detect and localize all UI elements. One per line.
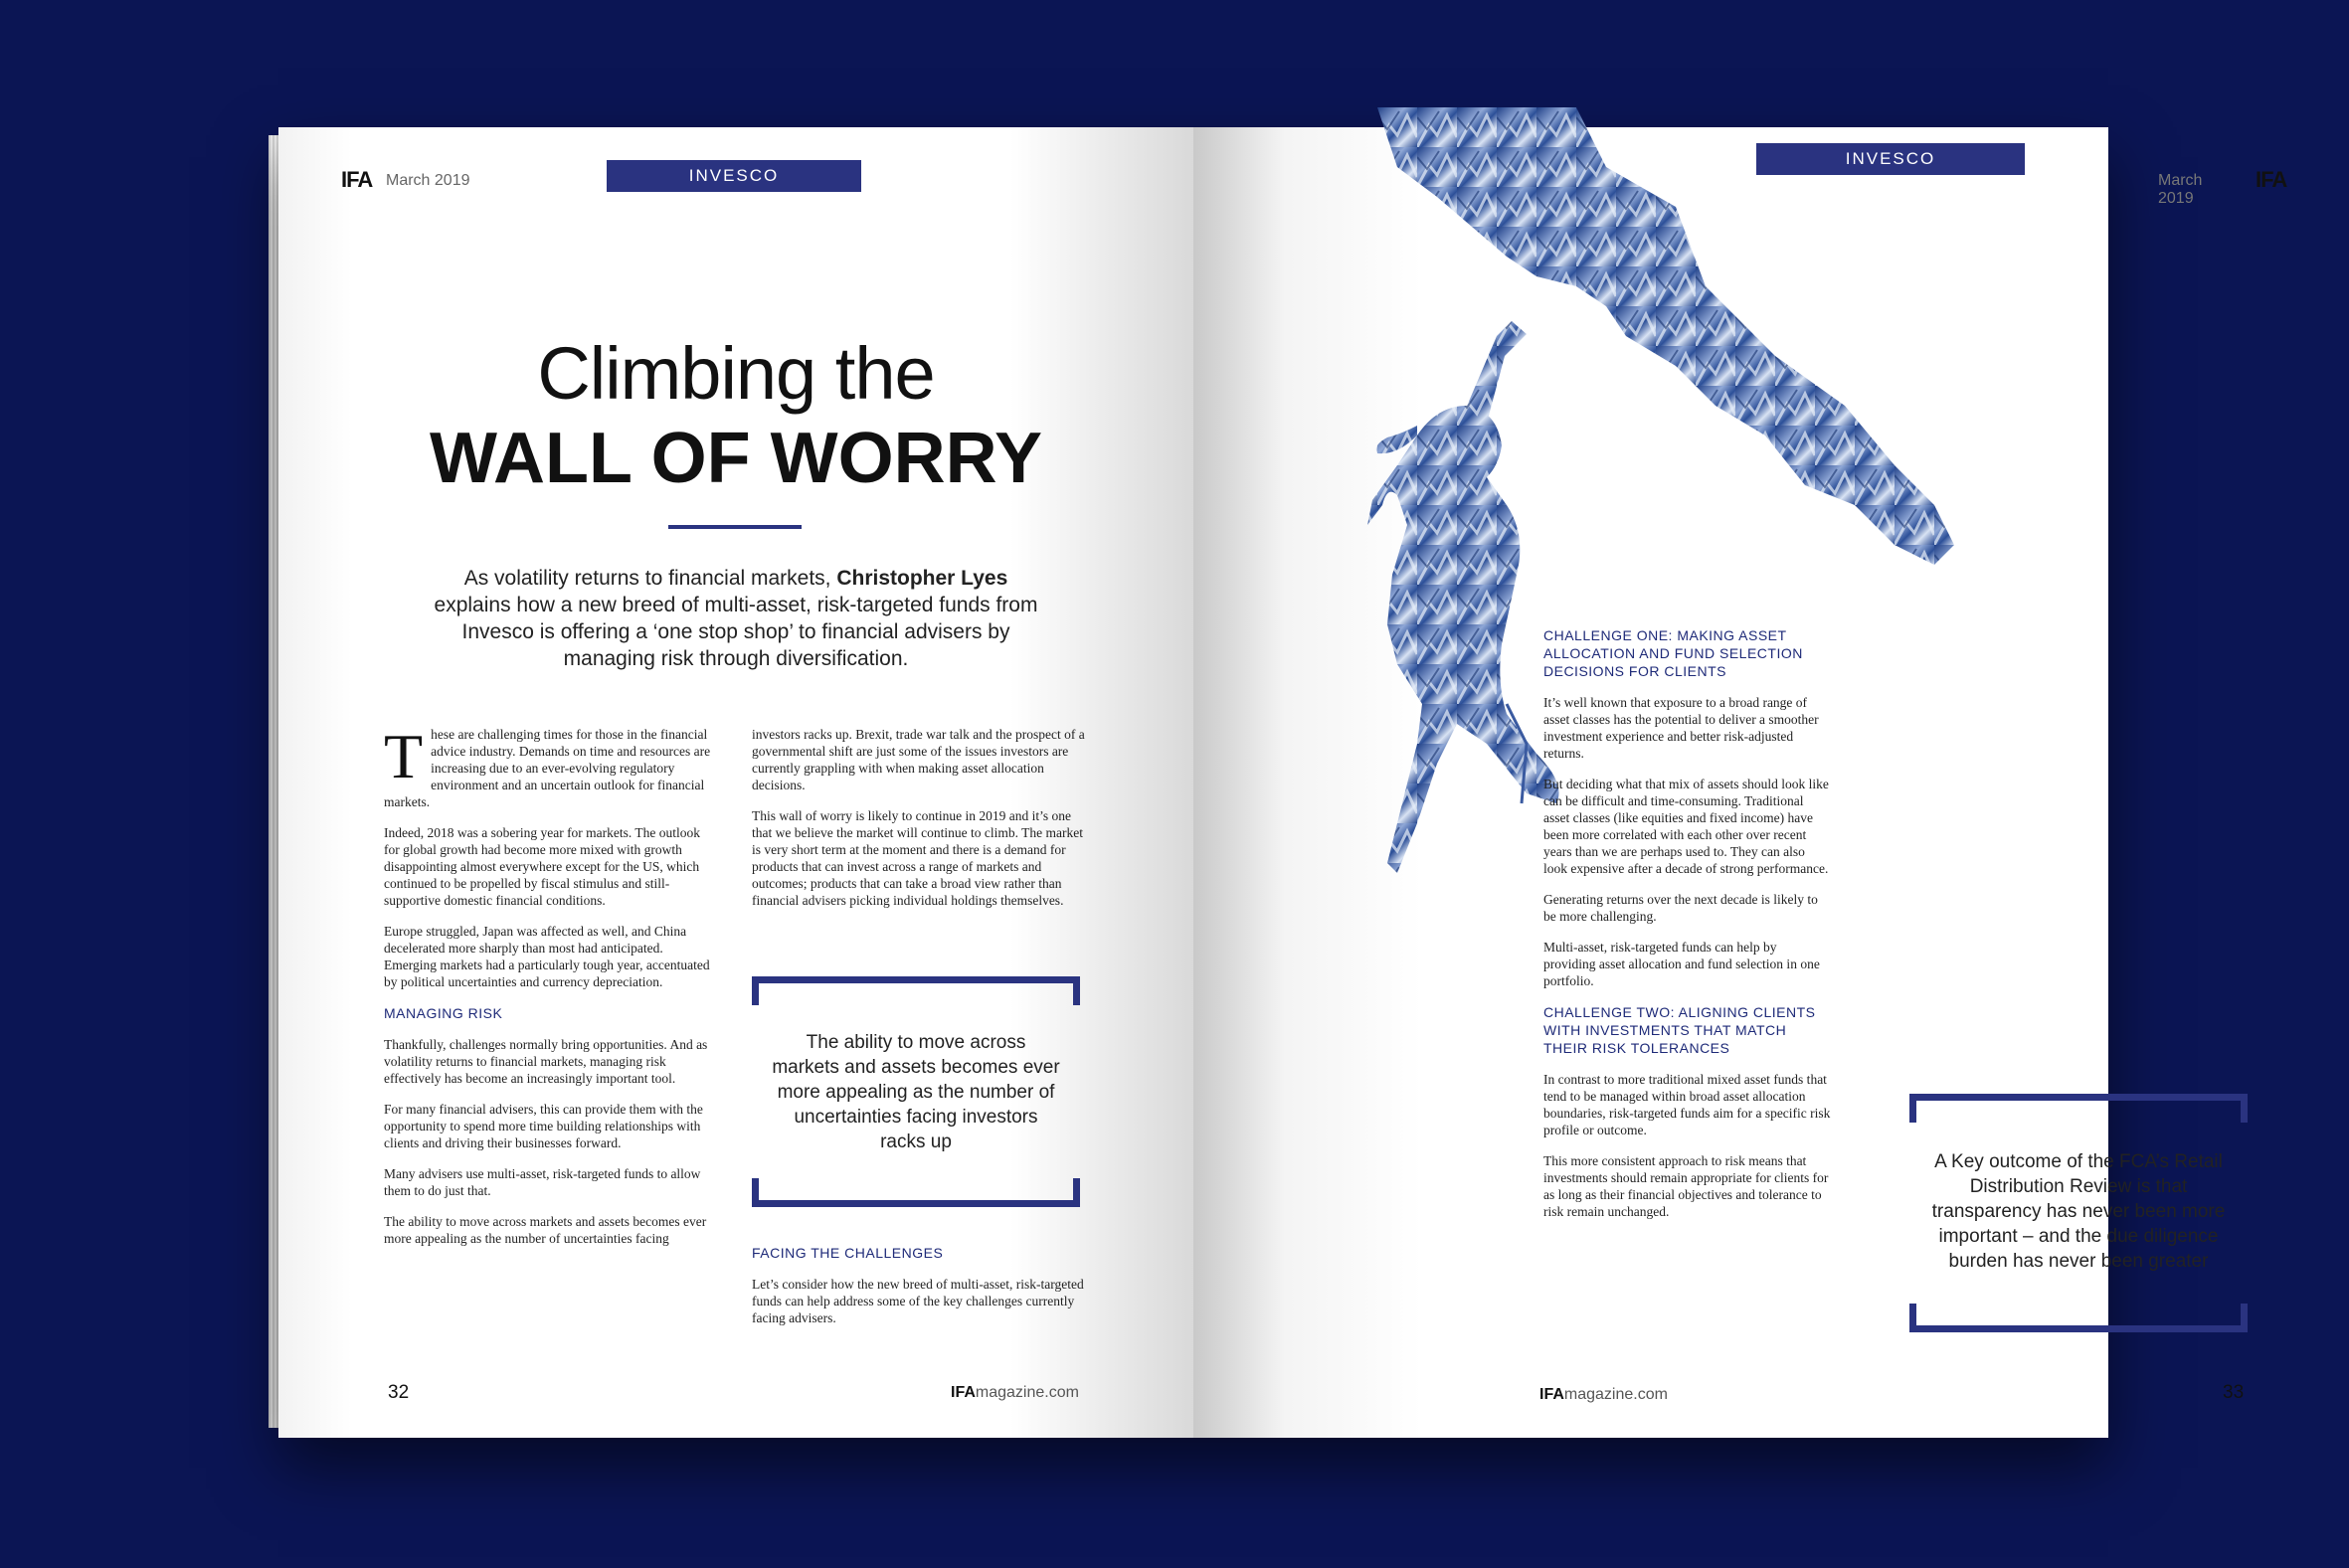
paragraph: Many advisers use multi-asset, risk-targeted funds to allow them to do just that. [384,1166,701,1198]
paragraph: For many financial advisers, this can provide them with the opportunity to spend more time building relationships with clients and driving their businesses forward. [384,1102,703,1150]
body-column-2 [752,726,1086,923]
standfirst [428,565,1044,672]
standfirst-text-rest: explains how a new breed of multi-asset, risk-targeted funds from Invesco is offering a ‘one stop shop’ to financial advisers by managing risk through diversification. [434,594,1038,670]
climber-silhouette [1367,406,1559,873]
right-page [1193,127,2287,1438]
climber-arm [1465,321,1527,416]
paragraph: It’s well known that exposure to a broad range of asset classes has the potential to deliver a smoother investment experience and better risk-adjusted returns. [1543,695,1819,761]
body-column-3 [1543,626,1832,1234]
paragraph: In contrast to more traditional mixed asset funds that tend to be managed within broad asset allocation boundaries, risk-targeted funds aim for a specific risk profile or outcome. [1543,1072,1831,1137]
url-bold: IFA [1539,1386,1564,1403]
article-title-line2: WALL OF WORRY [430,419,1042,498]
pull-quote [752,976,1080,1207]
article-title-line1: Climbing the [537,332,935,415]
issue-date: March 2019 [2158,172,2203,207]
pull-quote-top-bracket [1909,1094,2248,1123]
ifa-logo: IFA [341,167,373,192]
magazine-url [951,1384,1079,1402]
ifa-logo: IFA [2256,167,2287,192]
subhead-challenge-one: CHALLENGE ONE: MAKING ASSET ALLOCATION AND FUND SELECTION DECISIONS FOR CLIENTS [1543,627,1803,679]
paragraph: Multi-asset, risk-targeted funds can help by providing asset allocation and fund selection in one portfolio. [1543,940,1820,988]
subhead-managing-risk: MANAGING RISK [384,1005,503,1021]
paragraph: Indeed, 2018 was a sobering year for markets. The outlook for global growth had become more mixed with growth disappointing almost everywhere except for the US, which continued to be propelled by fiscal stimulus and still-supportive domestic financial conditions. [384,825,701,908]
magazine-spread [278,127,2287,1438]
paragraph: The ability to move across markets and assets becomes ever more appealing as the number of uncertainties facing [384,1214,707,1246]
title-rule [668,525,802,529]
paragraph: Europe struggled, Japan was affected as well, and China decelerated more sharply than most had anticipated. Emerging markets had a particularly tough year, accentuated by political uncertainties and currency depreciation. [384,924,710,989]
page-number: 33 [2223,1382,2245,1403]
paragraph: hese are challenging times for those in the financial advice industry. Demands on time and resources are increasing due to an ever-evolving regulatory environment and an uncertain outlook for financial markets. [384,727,711,809]
url-rest: magazine.com [1563,1386,1668,1403]
pull-quote-bottom-bracket [752,1178,1080,1207]
url-bold: IFA [951,1384,976,1401]
section-tag: INVESCO [607,160,861,192]
paragraph: This more consistent approach to risk means that investments should remain appropriate for clients for as long as their financial objectives and tolerance to risk remain unchanged. [1543,1153,1829,1219]
magazine-url [1539,1386,1668,1404]
pull-quote [1909,1094,2248,1332]
pull-quote-text: A Key outcome of the FCA’s Retail Distribution Review is that transparency has never been more important – and the due diligence burden has never been greater [1931,1151,2226,1272]
drop-cap: T [384,721,424,791]
subhead-facing-challenges: FACING THE CHALLENGES [752,1245,944,1261]
paragraph: Thankfully, challenges normally bring opportunities. And as volatility returns to financial markets, managing risk effectively has become an increasingly important tool. [384,1037,708,1086]
paragraph: Generating returns over the next decade is likely to be more challenging. [1543,892,1818,924]
url-rest: magazine.com [975,1384,1079,1401]
issue-date: March 2019 [386,172,470,189]
pull-quote-text: The ability to move across markets and assets becomes ever more appealing as the number of uncertainties facing investors racks up [772,1032,1060,1152]
standfirst-text: As volatility returns to financial markets, [463,567,837,590]
page-number: 32 [388,1382,410,1403]
body-column-2-lower [752,1244,1086,1340]
subhead-challenge-two: CHALLENGE TWO: ALIGNING CLIENTS WITH INVESTMENTS THAT MATCH THEIR RISK TOLERANCES [1543,1004,1816,1056]
paragraph: Let’s consider how the new breed of multi-asset, risk-targeted funds can help address some of the key challenges currently facing advisers. [752,1277,1084,1325]
paragraph: investors racks up. Brexit, trade war talk and the prospect of a governmental shift are just some of the issues investors are currently grappling with when making asset allocation decisions. [752,727,1085,792]
section-tag: INVESCO [1756,143,2025,175]
pull-quote-top-bracket [752,976,1080,1005]
body-column-1 [384,721,712,1261]
left-page [278,127,1193,1438]
paragraph: This wall of worry is likely to continue in 2019 and it’s one that we believe the market will continue to climb. The market is very short term at the moment and there is a demand for products that can invest across a range of markets and outcomes; products that can take a broad view rather than financial advisers picking individual holdings themselves. [752,808,1084,908]
pull-quote-bottom-bracket [1909,1304,2248,1332]
paragraph: But deciding what that mix of assets should look like can be difficult and time-consuming. Traditional asset classes (like equities and fixed income) have been more correlated with each other over recent years than we are perhaps used to. They can also look expensive after a decade of strong performance. [1543,777,1829,876]
author-name: Christopher Lyes [836,567,1008,590]
